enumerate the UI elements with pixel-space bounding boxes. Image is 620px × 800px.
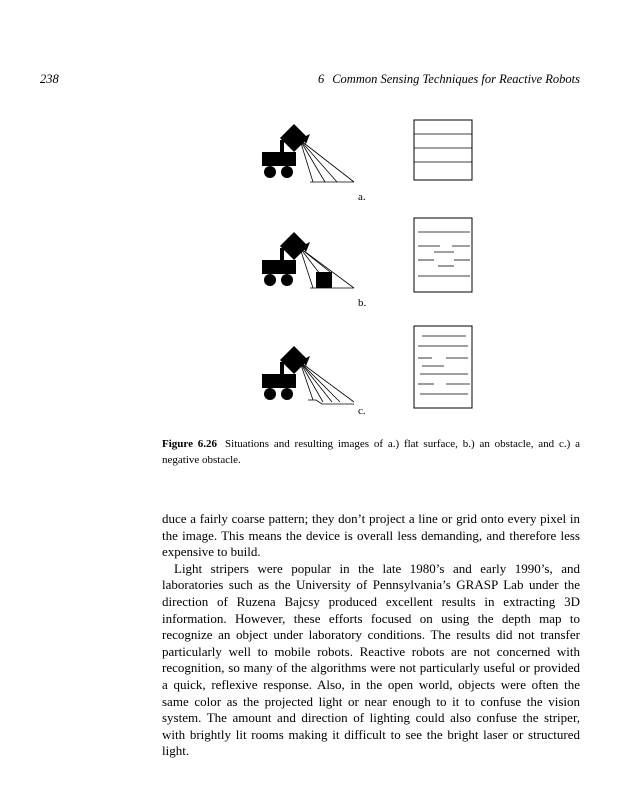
panel-a-flat-surface <box>262 120 472 182</box>
paragraph-2: Light stripers were popular in the late 1980’s and early 1990’s, and laboratories such as the University of Pennsylvania’s GRASP Lab under the direction of Ruzena Bajcsy produced excellent results in extracting 3D information. However, these efforts focused on using the depth map to recognize an object under laboratory conditions. The results did not transfer particularly well to mobile robots. Reactive robots are not concerned with recognition, so many of the algorithms were not particularly useful or provided a quick, reflexive response. Also, in the open world, objects were often the same color as the projected light or near enough to it to confuse the vision system. The amount and direction of lighting could also confuse the striper, with brightly lit rooms making it difficult to see the bright laser or structured light. <box>162 560 580 759</box>
page-header <box>40 72 580 90</box>
chapter-title: Common Sensing Techniques for Reactive Robots <box>332 72 580 86</box>
page-number: 238 <box>40 72 59 86</box>
figure-caption <box>162 436 580 468</box>
panel-a-label: a. <box>358 191 366 203</box>
body-text <box>162 511 580 760</box>
figure-number: Figure 6.26 <box>162 438 218 450</box>
panel-c-label: c. <box>358 405 366 417</box>
paragraph-1: duce a fairly coarse pattern; they don’t project a line or grid onto every pixel in the image. This means the device is overall less demanding, and therefore less expensive to build. <box>162 511 580 560</box>
running-head <box>318 72 580 87</box>
figure-6-26 <box>250 118 490 428</box>
chapter-number: 6 <box>317 72 325 86</box>
figure-illustration <box>250 118 490 428</box>
caption-text: Situations and resulting images of a.) flat surface, b.) an obstacle, and c.) a negative obstacle. <box>162 438 580 466</box>
panel-b-obstacle <box>262 218 472 292</box>
panel-b-label: b. <box>358 297 367 309</box>
panel-c-negative-obstacle <box>262 326 472 408</box>
